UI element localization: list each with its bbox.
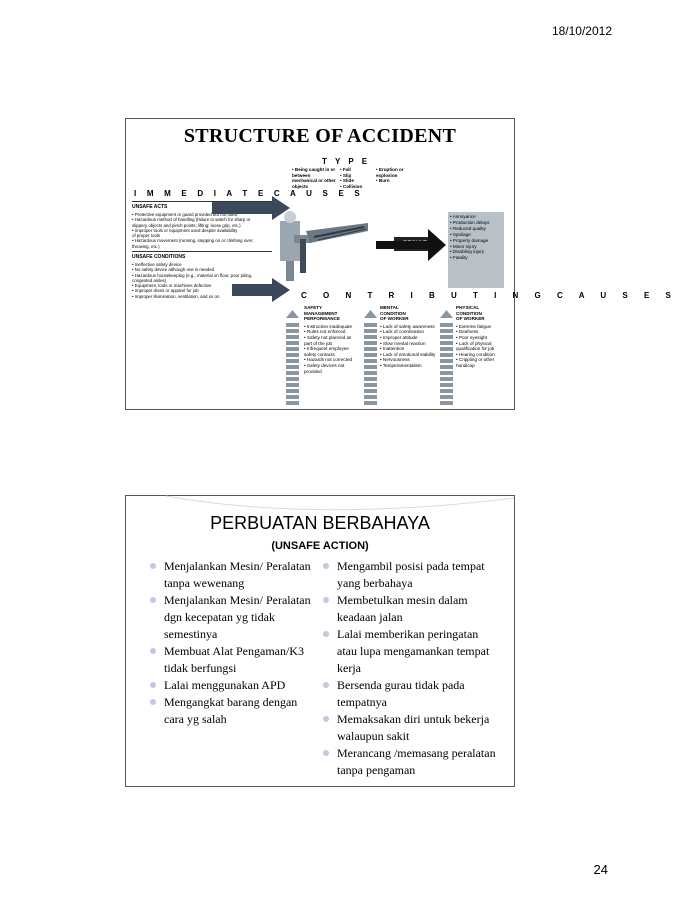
unsafe-acts-label: UNSAFE ACTS: [132, 204, 168, 210]
safety-management-item: • Hazards not corrected: [304, 357, 353, 363]
unsafe-act-item: of proper tools: [132, 233, 161, 239]
slide-subtitle: (UNSAFE ACTION): [271, 540, 369, 552]
slide-date: 18/10/2012: [551, 24, 612, 38]
slide-perbuatan-berbahaya: [125, 495, 515, 787]
unsafe-condition-item: • Improper illumination, ventilation, and so on: [132, 293, 220, 299]
mental-condition-heading-line: MENTAL: [380, 305, 399, 310]
physical-condition-heading-line: PHYSICAL: [456, 305, 480, 310]
unsafe-act-item: throwing, etc.): [132, 243, 160, 249]
type-item: • Fall: [340, 167, 372, 173]
result-item: • Production delays: [450, 219, 490, 225]
safety-management-item: • Infrequent employee: [304, 346, 349, 352]
type-item: • Burn: [376, 178, 416, 184]
mental-condition-heading: [380, 305, 442, 322]
slide-title: PERBUATAN BERBAHAYA: [210, 513, 430, 533]
bullet-item: Mengangkat barang dengan cara yg salah: [148, 694, 318, 728]
safety-management-item: • Safety not planned as: [304, 334, 352, 340]
safety-management-column: [304, 305, 360, 374]
slide-title: STRUCTURE OF ACCIDENT: [183, 125, 457, 147]
type-heading: T Y P E: [322, 157, 371, 166]
bullet-item: Menjalankan Mesin/ Peralatan tanpa wewenang: [148, 558, 318, 592]
slide-structure-of-accident: [125, 118, 678, 410]
result-item: • Annoyance: [450, 214, 476, 219]
page-number: 24: [593, 862, 608, 877]
mental-condition-item: • Temperamentalism: [380, 362, 422, 368]
result-item: • Property damage: [450, 237, 489, 243]
result-item: • Disabling injury: [450, 249, 485, 255]
mental-condition-column: [380, 305, 442, 369]
bullet-item: Membetulkan mesin dalam keadaan jalan: [321, 592, 501, 626]
unsafe-act-item: • Improper tools or equipment used despite availability: [132, 227, 238, 233]
physical-condition-item: handicap: [456, 362, 475, 368]
divider: [132, 251, 272, 252]
result-arrow-icon: [376, 227, 446, 263]
mental-condition-item: • Improper attitude: [380, 334, 418, 340]
mental-condition-heading-line: CONDITION: [380, 310, 406, 316]
upward-arrow-stack: [440, 305, 453, 407]
mental-condition-item: • Lack of emotional stability: [380, 351, 436, 357]
bullet-item: Lalai menggunakan APD: [148, 677, 318, 694]
mental-condition-heading-line: OF WORKER: [380, 316, 409, 322]
safety-management-item: part of the job: [304, 340, 333, 346]
safety-management-item: provided: [304, 368, 322, 374]
right-bullet-column: [321, 558, 501, 779]
safety-management-heading-line: PERFORMANCE: [304, 316, 340, 322]
type-item: • Slip: [340, 173, 372, 179]
result-item: • Reduced quality: [450, 225, 486, 231]
bullet-item: Bersenda gurau tidak pada tempatnya: [321, 677, 501, 711]
upward-arrow-stack: [286, 305, 299, 407]
type-list-2: [340, 167, 372, 189]
arrow-right-icon: [132, 277, 290, 303]
bullet-item: Membuat Alat Pengaman/K3 tidak berfungsi: [148, 643, 318, 677]
unsafe-condition-item: • Improper dress or apparel for job: [132, 288, 199, 294]
unsafe-condition-item: • No safety device although one is needed: [132, 267, 215, 273]
type-item: • Being caught in or between mechanical or other objects: [292, 167, 336, 189]
immediate-causes-heading: I M M E D I A T E C A U S E S: [134, 189, 364, 198]
physical-condition-item: • Lack of physical: [456, 340, 492, 346]
physical-condition-item: • Deafness: [456, 329, 479, 335]
left-bullet-column: [148, 558, 318, 728]
contributing-causes-heading: C O N T R I B U T I N G C A U S E S: [301, 291, 678, 300]
physical-condition-item: • Crippling or other: [456, 357, 495, 363]
unsafe-condition-item: • Hazardous housekeeping (e.g., material on floor, poor piling,: [132, 272, 253, 278]
upward-arrow-stack: [364, 305, 377, 407]
safety-management-item: • Rules not enforced: [304, 329, 346, 335]
bullet-item: Memaksakan diri untuk bekerja walaupun sakit: [321, 711, 501, 745]
safety-management-item: • Safety devices not: [304, 362, 345, 368]
mental-condition-item: • Slow mental reaction: [380, 340, 426, 346]
type-item: • Collision: [340, 184, 372, 190]
type-list-3: [376, 167, 416, 184]
type-item: • Eruption or explosion: [376, 167, 416, 178]
unsafe-act-item: slippery objects and pinch points; lifting; loose grip, etc.): [132, 222, 241, 228]
unsafe-condition-item: • Equipment, tools or machines defective: [132, 283, 212, 289]
safety-management-heading-line: SAFETY: [304, 305, 323, 310]
bullet-item: Lalai memberikan peringatan atau lupa mengamankan tempat kerja: [321, 626, 501, 677]
safety-management-item: safety contacts: [304, 351, 335, 357]
result-item: • Spoilage: [450, 231, 471, 237]
physical-condition-heading: [456, 305, 512, 322]
physical-condition-item: • Poor eyesight: [456, 334, 487, 340]
result-item: • Fatality: [450, 255, 468, 261]
unsafe-condition-item: • Ineffective safety device: [132, 262, 182, 267]
arrow-right-icon: [132, 195, 290, 221]
unsafe-conditions-label: UNSAFE CONDITIONS: [132, 254, 186, 260]
worker-machine-illustration: [276, 209, 371, 284]
physical-condition-item: • Hearing condition: [456, 351, 495, 357]
bullet-item: Mengambil posisi pada tempat yang berbahaya: [321, 558, 501, 592]
result-consequences-list: [448, 212, 504, 288]
mental-condition-item: • Inattention: [380, 346, 405, 352]
mental-condition-item: • Lack of coordination: [380, 329, 424, 335]
safety-management-heading-line: MANAGEMENT: [304, 310, 338, 316]
unsafe-act-item: • Hazardous method of handling (failure to watch for sharp or: [132, 217, 251, 223]
bullet-item: Merancang /memasang peralatan tanpa pengaman: [321, 745, 501, 779]
safety-management-item: • Instruction inadequate: [304, 323, 353, 329]
result-item: • Minor injury: [450, 243, 477, 249]
physical-condition-item: • Extreme fatigue: [456, 323, 492, 329]
type-item: • Slide: [340, 178, 372, 184]
physical-condition-heading-line: CONDITION: [456, 310, 482, 316]
mental-condition-item: • Lack of safety awareness: [380, 323, 435, 329]
bullet-item: Menjalankan Mesin/ Peralatan dgn kecepatan yg tidak semestinya: [148, 592, 318, 643]
physical-condition-column: [456, 305, 512, 369]
unsafe-act-item: • Protective equipment or guard provided but not used: [132, 212, 238, 217]
mental-condition-item: • Nervousness: [380, 357, 410, 363]
physical-condition-heading-line: OF WORKER: [456, 316, 485, 322]
physical-condition-item: qualification for job: [456, 346, 495, 352]
safety-management-heading: [304, 305, 360, 322]
unsafe-condition-item: congested aisles): [132, 277, 167, 283]
unsafe-act-item: • Hazardous movement (running, stepping on or climbing over,: [132, 238, 254, 244]
type-list-1: [292, 167, 336, 189]
